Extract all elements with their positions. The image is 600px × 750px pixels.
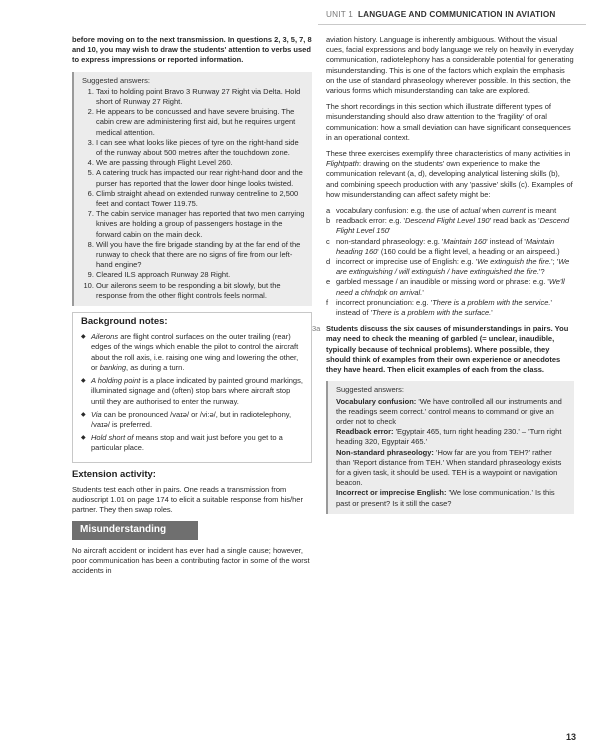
answer-heading: Non-standard phraseology:	[336, 447, 434, 457]
background-note	[81, 410, 305, 430]
answer-text: 'Egyptair 465, turn right heading 230.' – 'Turn right heading 320, Egyptair 465.'	[336, 427, 562, 447]
item-emph: We'll need a chfndpk on arrival.	[336, 277, 565, 297]
suggested-answer	[336, 488, 568, 508]
item-emph: actual	[460, 206, 481, 216]
item-emph: current	[502, 206, 526, 216]
example-item	[326, 216, 574, 236]
background-note	[81, 433, 305, 453]
suggested-answers-title: Suggested answers:	[336, 385, 404, 395]
paragraph-2: The short recordings in this section which illustrate different types of misunderstanding should also draw attention to the 'fragility' of oral communication: how a small deviation can have significant consequences in an operational context.	[326, 102, 571, 142]
item-emph: There is a problem with the service.	[432, 297, 551, 307]
item-text: is meant	[525, 206, 557, 216]
item-emph: There is a problem with the surface.	[372, 308, 492, 318]
note-text: is a place indicated by painted ground markings, illuminated signage and (often) stop bars where aircraft stop until they are authorised to enter the runway.	[91, 376, 303, 406]
extension-text: Students test each other in pairs. One reads a transmission from audioscript 1.01 on page 174 to elicit a suitable response from his/her partner. They then swap roles.	[72, 484, 303, 515]
answer-item: 8. Will you have the fire brigade standing by at the far end of the runway to check that there are no signs of fire from our left-hand engine?	[96, 240, 306, 271]
answer-text: 'We have controlled all our instruments and the readings seem correct.' control means to command or give an order not to check	[336, 396, 562, 426]
right-column	[312, 35, 574, 520]
suggested-answers-title: Suggested answers:	[82, 75, 150, 85]
p3-emph: Flightpath	[326, 159, 359, 169]
item-emph: Maintain heading 160	[336, 236, 555, 256]
examples-list	[326, 206, 574, 318]
running-header	[326, 10, 578, 19]
note-text: means stop and wait just before you get to a particular place.	[91, 433, 283, 453]
extension-title: Extension activity:	[72, 468, 156, 480]
answer-heading: Incorrect or imprecise English:	[336, 488, 447, 498]
item-letter: a	[326, 206, 331, 216]
answer-item: 7. The cabin service manager has reported that two men carrying knives are holding a group of passengers hostage in the forward cabin on the main deck.	[96, 209, 306, 240]
background-notes-box	[72, 312, 312, 462]
suggested-answer	[336, 448, 568, 489]
suggested-answer	[336, 397, 568, 428]
note-term: banking	[99, 362, 127, 372]
p3-text: These three exercises exemplify three characteristics of many activities in	[326, 149, 571, 159]
p3-text: : drawing on the students' own experience to make the communication relevant (a, d), developing analytical listening skills (b), and combining speech production with any 'passive' skills (c). Examples of how misunderstanding can affect safety might be:	[326, 159, 573, 199]
item-text: '?	[539, 267, 545, 277]
item-text: when	[480, 206, 503, 216]
bullet-icon: ◆	[81, 435, 86, 442]
example-item	[326, 298, 574, 318]
answer-item: 5. A catering truck has impacted our rear right-hand door and the purser has reported that the lower door hinge looks twisted.	[96, 168, 306, 188]
note-term: Hold short of	[91, 433, 134, 443]
answer-item: 4. We are passing through Flight Level 260.	[96, 158, 306, 168]
left-column	[72, 35, 312, 582]
answer-item: 9. Cleared ILS approach Runway 28 Right.	[96, 270, 306, 280]
item-text: garbled message / an inaudible or missing word or phrase: e.g. '	[336, 277, 549, 287]
page-number: 13	[565, 732, 576, 742]
suggested-answers-box-2	[326, 381, 574, 513]
answer-text: 'How far are you from TEH?' rather than 'Report distance from TEH.' When standard phraseology exists for a given task, it should be used. TEH is a waypoint or navigation beacon.	[336, 447, 562, 488]
bullet-icon: ◆	[81, 411, 86, 418]
answer-item: 6. Climb straight ahead on extended runway centreline to 2,500 feet and contact Tower 119.75.	[96, 189, 306, 209]
item-text: readback error: e.g. '	[336, 216, 405, 226]
unit-title: LANGUAGE AND COMMUNICATION IN AVIATION	[357, 10, 556, 19]
bullet-icon: ◆	[81, 334, 86, 341]
paragraph-1: aviation history. Language is inherently ambiguous. Without the visual cues, facial expressions and body language we rely on heavily in everyday communication, radiotelephony has a considerable potential for generating misunderstanding. This is one of the factors which explain the emphasis on the use of standard phraseology wherever possible. In this section, the various forms which misunderstanding can take are explored.	[326, 35, 574, 96]
background-note	[81, 332, 305, 373]
answer-item: 10. Our ailerons seem to be responding a bit slowly, but the response from the other flight controls feels normal.	[96, 281, 306, 301]
note-text: , as during a turn.	[126, 362, 185, 372]
background-note	[81, 376, 305, 407]
bullet-icon: ◆	[81, 378, 86, 385]
header-rule	[318, 24, 586, 25]
example-item	[326, 206, 574, 216]
note-term: A holding point	[91, 376, 141, 386]
background-notes-list	[81, 332, 305, 453]
answer-heading: Vocabulary confusion:	[336, 396, 417, 406]
note-term: Ailerons	[91, 332, 119, 342]
item-letter: d	[326, 257, 331, 267]
item-text: ' read back as '	[489, 216, 540, 226]
item-emph: Maintain 160	[443, 236, 487, 246]
intro-instruction: before moving on to the next transmission. In questions 2, 3, 5, 7, 8 and 10, you may wish to draw the students' attention to verbs used to express impressions or reported information.	[72, 35, 312, 65]
answer-item: 2. He appears to be concussed and have severe bruising. The cabin crew are administering first aid, but he requires urgent medical attention.	[96, 107, 306, 138]
item-text: '	[491, 308, 493, 318]
exercise-instruction: Students discuss the six causes of misunderstandings in pairs. You may need to check the meaning of garbled (= unclear, inaudible, typically because of technical problems). Where possible, they should think of examples from their own experience or anecdotes they have heard. Then elicit examples of each from the class.	[326, 324, 569, 375]
example-item	[326, 237, 574, 257]
item-text: ' instead of '	[336, 297, 552, 318]
item-text: '	[388, 226, 391, 236]
background-notes-title: Background notes:	[81, 316, 168, 328]
section-banner: Misunderstanding	[72, 521, 198, 539]
item-emph: We extinguish the fire.	[477, 257, 552, 267]
example-item	[326, 257, 574, 277]
item-emph: We are extinguishing / will extinguish / have extinguished the fire.	[336, 257, 570, 277]
suggested-answer	[336, 427, 568, 447]
note-text: are flight control surfaces on the outer trailing (rear) edges of the wings which enable the pilot to control the aircraft about the roll axis, i.e. raising one wing and lowering the other, or	[91, 332, 299, 372]
item-emph: Descend Flight Level 190	[404, 216, 490, 226]
answers-list	[82, 87, 306, 301]
item-emph: Descend Flight Level 150	[336, 216, 570, 236]
exercise-number: 3a	[312, 324, 321, 334]
item-text: ' instead of '	[486, 236, 526, 246]
item-text: incorrect or imprecise use of English: e.g. '	[336, 257, 478, 267]
answer-heading: Readback error:	[336, 427, 394, 437]
unit-label: UNIT 1	[326, 10, 353, 19]
paragraph-3	[326, 149, 574, 200]
example-item	[326, 277, 574, 297]
misunderstanding-text: No aircraft accident or incident has ever had a single cause; however, poor communication has been a contributing factor in some of the worst accidents in	[72, 545, 310, 575]
item-text: '	[422, 287, 424, 297]
item-text: ' (160 could be a flight level, a heading or an airspeed.)	[377, 246, 560, 256]
item-text: non-standard phraseology: e.g. '	[336, 236, 444, 246]
note-term: Via	[91, 409, 102, 419]
answer-text: 'We lose communication.' Is this past or present? Is it still the case?	[336, 488, 555, 508]
note-text: can be pronounced /vaɪə/ or /vi:ə/, but in radiotelephony, /vaɪə/ is preferred.	[91, 409, 292, 429]
answer-item: 3. I can see what looks like pieces of tyre on the right-hand side of the runway about 500 metres after the touchdown zone.	[96, 138, 306, 158]
exercise-3a	[312, 324, 574, 375]
item-text: vocabulary confusion: e.g. the use of	[336, 206, 461, 216]
answer-item: 1. Taxi to holding point Bravo 3 Runway 27 Right via Delta. Hold short of Runway 27 Right.	[96, 87, 306, 107]
item-text: '; '	[551, 257, 559, 267]
item-letter: b	[326, 216, 331, 226]
item-text: incorrect pronunciation: e.g. '	[336, 297, 433, 307]
item-letter: c	[326, 236, 330, 246]
suggested-answers-box	[72, 72, 312, 306]
item-letter: f	[326, 297, 329, 307]
item-letter: e	[326, 277, 331, 287]
